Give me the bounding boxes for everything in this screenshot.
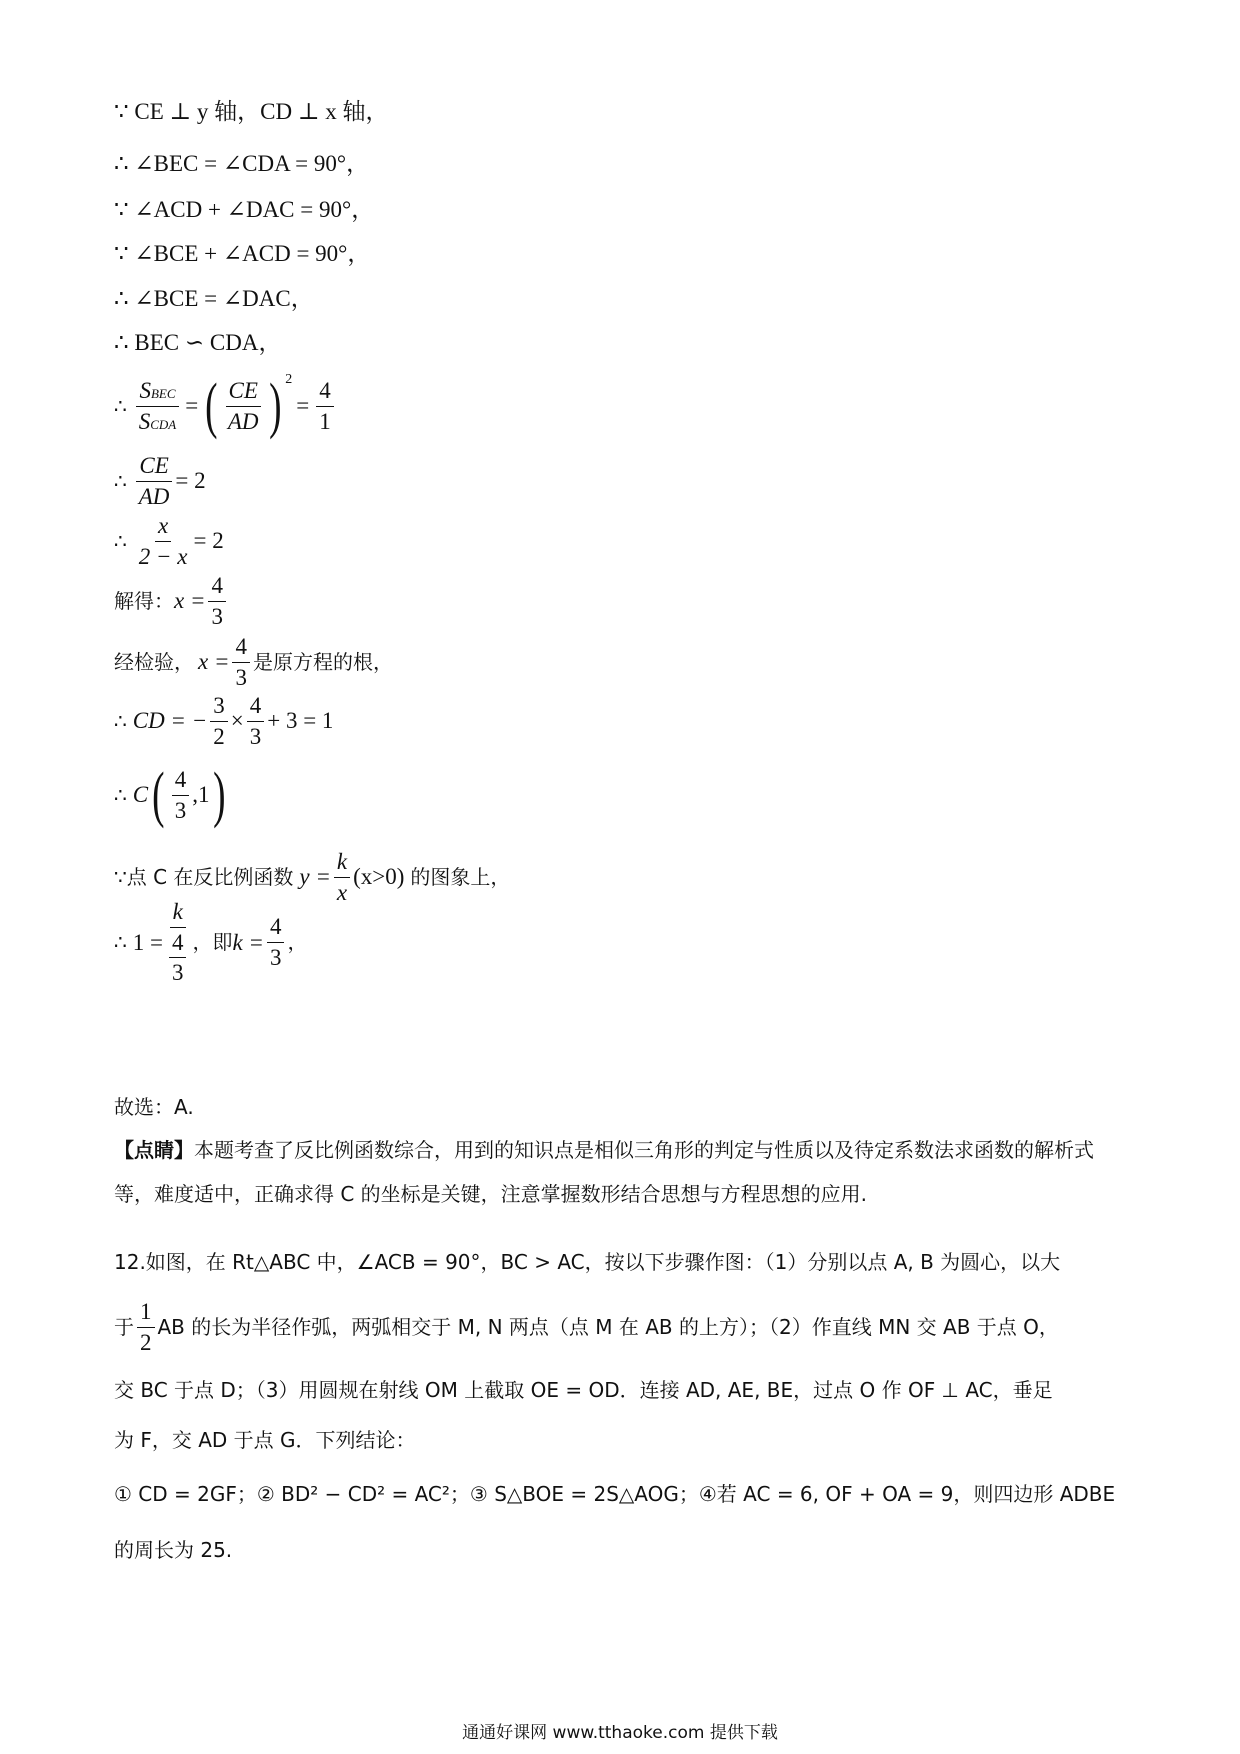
denominator: 1 [319,408,331,434]
ie-text: ，即 [192,930,233,955]
problem-line-4 [114,1428,416,1452]
function-lhs: y = [299,864,331,890]
line-10 [114,572,229,630]
line-16 [114,1095,194,1119]
fraction [136,452,173,510]
inner-numerator: 4 [169,929,187,959]
line-8: ∴ $\frac{CE}{AD}$ = 2 [114,453,206,509]
denominator: AD [138,483,170,509]
denominator: 2 [140,1329,152,1355]
variable: x = [174,588,206,614]
denominator: 3 [269,944,282,970]
problem-text: AB 的长为半径作弧，两弧相交于 M, N 两点（点 M 在 AB 的上方）；（2）作直线 MN 交 AB 于点 O， [157,1315,1059,1340]
line-1 [114,98,388,126]
problem-line-5 [114,1482,1115,1506]
fraction [136,512,191,570]
numerator: x [155,512,171,542]
line-15: ∴ 1 = $\frac{k}{\frac{4}{3}}$ ，即 k = $\frac{4}{3}$ ， [114,899,308,986]
line-7: ∴ $\frac{\text{SBEC}}{\text{SCDA}}$ = ( $\frac{CE}{AD}$ ) 2 = $\frac{4}{1}$ [114,375,337,437]
line-4 [114,240,370,268]
denominator: 2 [213,723,225,749]
times-sign: × [230,708,244,734]
problem-conclusions: ① CD = 2GF；② BD² − CD² = AC²；③ S△BOE = 2S△AOG；④若 AC = 6, OF + OA = 9，则四边形 ADBE [114,1482,1116,1506]
problem-line-2 [114,1298,1059,1356]
problem-text: 于 [114,1315,134,1340]
fraction [232,633,250,691]
page-footer: 通通好课网 www.tthaoke.com 提供下载 [462,1723,778,1743]
variable: x = [198,649,230,675]
answer-text: 故选：A. [114,1095,194,1119]
comma: ， [287,930,308,955]
line-14-text: ∵点 C 在反比例函数 [114,865,294,890]
denominator: 3 [235,664,247,690]
left-paren: ( [152,761,165,829]
area-symbol: S [138,408,151,434]
fraction [334,848,350,906]
line-12: ∴ CD = − $\frac{3}{2}$ × $\frac{4}{3}$ + 3 = 1 [114,693,334,749]
line-3-text: ∵ ∠ACD + ∠DAC = 90°， [114,197,375,222]
line-14-suffix: 的图象上， [410,865,511,890]
area-ratio-fraction [136,377,180,435]
numerator: CE [226,377,261,407]
right-paren: ) [213,761,227,829]
compound-fraction [166,898,190,987]
problem-text: 的周长为 25. [114,1538,233,1562]
expr-end: + 3 = 1 [267,708,334,734]
numerator: k [334,848,350,878]
left-paren: ( [205,372,218,440]
area-subscript: CDA [150,416,177,432]
numerator: 4 [172,766,190,796]
line-3 [114,196,374,224]
problem-line-1 [114,1250,1060,1274]
rhs: = 2 [193,528,224,554]
denominator: AD [227,408,259,434]
problem-line-3 [114,1378,1053,1402]
problem-line-6 [114,1538,232,1562]
line-6-text: ∴ BEC ∽ CDA， [114,330,282,355]
fraction [210,692,228,750]
line-6 [114,329,281,357]
numerator: 4 [267,913,285,943]
side-ratio-fraction [225,377,262,435]
line-2-text: ∴ ∠BEC = ∠CDA = 90°， [114,151,370,176]
line-4-text: ∵ ∠BCE + ∠ACD = 90°， [114,241,371,266]
fraction [267,913,285,971]
inner-denominator: 3 [171,960,184,986]
comment-text: 本题考查了反比例函数综合，用到的知识点是相似三角形的判定与性质以及待定系数法求函数的解析式等，难度适中，正确求得 C 的坐标是关键，注意掌握数形结合思想与方程思想的应用. [114,1138,1094,1206]
comment-paragraph [114,1128,1124,1216]
domain-condition: (x>0) [353,864,405,890]
exponent: 2 [285,371,293,387]
therefore-symbol: ∴ [114,394,127,418]
denominator [166,928,190,987]
line-5-text: ∴ ∠BCE = ∠DAC， [114,286,314,311]
problem-text: 12.如图，在 Rt△ABC 中，∠ACB = 90°，BC > AC，按以下步骤作图：（1）分别以点 A, B 为圆心，以大 [114,1250,1061,1274]
comment-label: 【点睛】 [114,1138,194,1162]
numerator: 4 [232,633,250,663]
numerator: 4 [247,692,265,722]
check-suffix: 是原方程的根， [252,650,393,675]
k-label: k = [232,929,264,955]
line-11 [114,633,393,691]
solve-label: 解得： [114,589,174,614]
denominator: 3 [211,603,223,629]
fraction [172,766,190,824]
point-name: C [132,782,149,808]
fraction [247,692,265,750]
area-symbol: S [139,377,151,403]
problem-text: 交 BC 于点 D；（3）用圆规在射线 OM 上截取 OE = OD．连接 AD, AE, BE，过点 O 作 OF ⊥ AC，垂足 [114,1378,1053,1402]
numerator: 4 [208,572,226,602]
right-paren: ) [268,372,282,440]
line-9: ∴ $\frac{x}{2 - x}$ = 2 [114,513,224,569]
fraction [137,1298,155,1356]
numerator: CE [136,452,171,482]
expr-start: CD = − [132,708,208,734]
denominator: 3 [249,723,262,749]
numerator: 1 [137,1298,155,1328]
line-13: ∴ C ( $\frac{4}{3}$ ,1 ) [114,761,227,829]
problem-text: 为 F，交 AD 于点 G．下列结论： [114,1428,416,1452]
area-subscript: BEC [150,385,176,401]
fraction [208,572,226,630]
numerator: k [170,898,186,928]
line-2 [114,150,369,178]
denominator: 2 − x [138,543,188,569]
line-1-text: ∵ CE ⊥ y 轴，CD ⊥ x 轴， [114,99,389,124]
equation-lhs: 1 = [132,929,163,955]
numerator: 3 [210,692,228,722]
denominator: x [336,879,348,905]
denominator: 3 [174,797,187,823]
line-5 [114,285,314,313]
coordinate-y: ,1 [192,782,210,808]
rhs: = 2 [175,468,206,494]
result-fraction [316,377,334,435]
numerator: 4 [316,377,334,407]
check-label: 经检验， [114,650,194,675]
